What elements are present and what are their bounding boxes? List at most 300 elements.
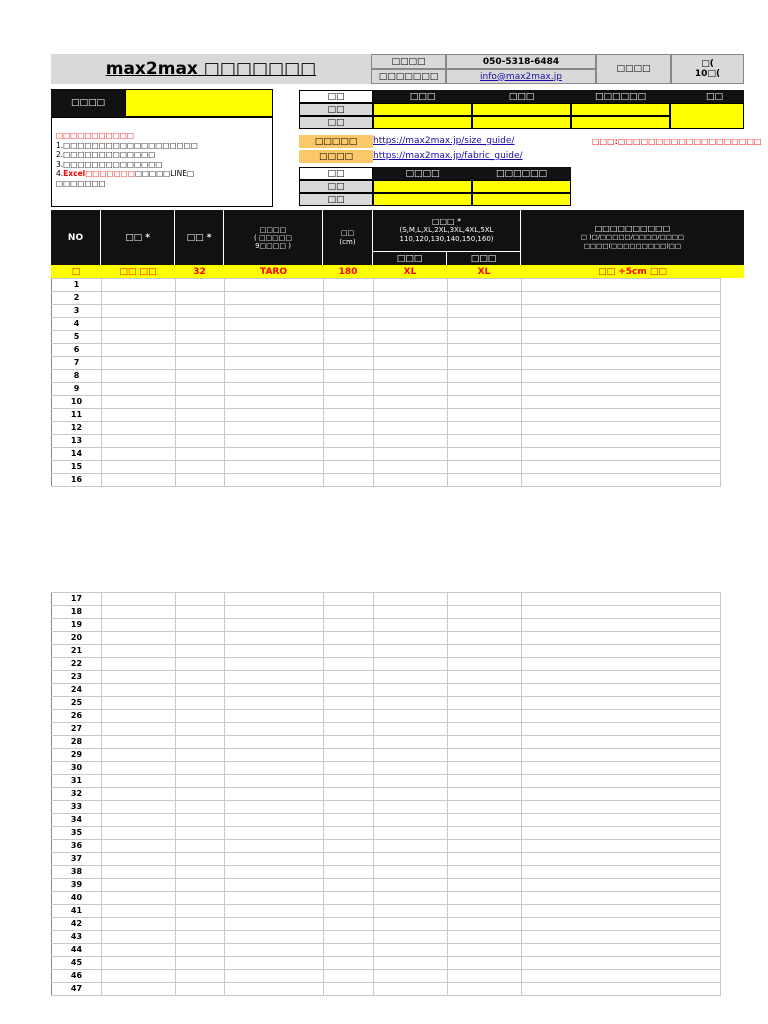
row-input-cell[interactable] bbox=[176, 383, 225, 396]
row-input-cell[interactable] bbox=[522, 801, 721, 814]
row-input-cell[interactable] bbox=[176, 827, 225, 840]
row-input-cell[interactable] bbox=[448, 723, 522, 736]
row-input-cell[interactable] bbox=[225, 409, 324, 422]
row-input-cell[interactable] bbox=[374, 292, 448, 305]
row-input-cell[interactable] bbox=[522, 292, 721, 305]
row-input-cell[interactable] bbox=[102, 814, 176, 827]
row-input-cell[interactable] bbox=[176, 409, 225, 422]
row-input-cell[interactable] bbox=[176, 292, 225, 305]
team-input[interactable] bbox=[125, 89, 273, 117]
row-input-cell[interactable] bbox=[374, 840, 448, 853]
row-input-cell[interactable] bbox=[324, 474, 374, 487]
row-input-cell[interactable] bbox=[324, 422, 374, 435]
items-input[interactable] bbox=[472, 116, 571, 129]
row-input-cell[interactable] bbox=[522, 970, 721, 983]
row-input-cell[interactable] bbox=[324, 409, 374, 422]
row-input-cell[interactable] bbox=[448, 671, 522, 684]
row-input-cell[interactable] bbox=[448, 853, 522, 866]
row-input-cell[interactable] bbox=[324, 931, 374, 944]
row-input-cell[interactable] bbox=[176, 957, 225, 970]
row-input-cell[interactable] bbox=[102, 435, 176, 448]
row-input-cell[interactable] bbox=[225, 762, 324, 775]
row-input-cell[interactable] bbox=[225, 684, 324, 697]
row-input-cell[interactable] bbox=[448, 944, 522, 957]
row-input-cell[interactable] bbox=[324, 619, 374, 632]
row-input-cell[interactable] bbox=[324, 905, 374, 918]
row-input-cell[interactable] bbox=[374, 279, 448, 292]
row-input-cell[interactable] bbox=[374, 762, 448, 775]
row-input-cell[interactable] bbox=[448, 344, 522, 357]
row-input-cell[interactable] bbox=[324, 983, 374, 996]
row-input-cell[interactable] bbox=[522, 461, 721, 474]
row-input-cell[interactable] bbox=[324, 879, 374, 892]
row-input-cell[interactable] bbox=[522, 957, 721, 970]
row-input-cell[interactable] bbox=[324, 606, 374, 619]
row-input-cell[interactable] bbox=[448, 775, 522, 788]
row-input-cell[interactable] bbox=[448, 331, 522, 344]
row-input-cell[interactable] bbox=[176, 474, 225, 487]
row-input-cell[interactable] bbox=[448, 409, 522, 422]
row-input-cell[interactable] bbox=[324, 396, 374, 409]
row-input-cell[interactable] bbox=[522, 448, 721, 461]
row-input-cell[interactable] bbox=[225, 318, 324, 331]
row-input-cell[interactable] bbox=[176, 840, 225, 853]
row-input-cell[interactable] bbox=[324, 292, 374, 305]
row-input-cell[interactable] bbox=[374, 671, 448, 684]
row-input-cell[interactable] bbox=[448, 749, 522, 762]
row-input-cell[interactable] bbox=[522, 606, 721, 619]
row-input-cell[interactable] bbox=[176, 318, 225, 331]
row-input-cell[interactable] bbox=[324, 866, 374, 879]
row-input-cell[interactable] bbox=[448, 435, 522, 448]
row-input-cell[interactable] bbox=[374, 853, 448, 866]
row-input-cell[interactable] bbox=[522, 853, 721, 866]
row-input-cell[interactable] bbox=[522, 918, 721, 931]
items-input[interactable] bbox=[472, 103, 571, 116]
row-input-cell[interactable] bbox=[374, 892, 448, 905]
row-input-cell[interactable] bbox=[448, 801, 522, 814]
row-input-cell[interactable] bbox=[324, 801, 374, 814]
row-input-cell[interactable] bbox=[374, 697, 448, 710]
row-input-cell[interactable] bbox=[374, 944, 448, 957]
row-input-cell[interactable] bbox=[374, 775, 448, 788]
row-input-cell[interactable] bbox=[176, 632, 225, 645]
row-input-cell[interactable] bbox=[522, 619, 721, 632]
row-input-cell[interactable] bbox=[448, 983, 522, 996]
row-input-cell[interactable] bbox=[448, 840, 522, 853]
row-input-cell[interactable] bbox=[522, 905, 721, 918]
row-input-cell[interactable] bbox=[374, 318, 448, 331]
row-input-cell[interactable] bbox=[374, 305, 448, 318]
row-input-cell[interactable] bbox=[324, 318, 374, 331]
row-input-cell[interactable] bbox=[522, 944, 721, 957]
row-input-cell[interactable] bbox=[225, 931, 324, 944]
row-input-cell[interactable] bbox=[102, 370, 176, 383]
row-input-cell[interactable] bbox=[374, 827, 448, 840]
items-input[interactable] bbox=[571, 116, 670, 129]
row-input-cell[interactable] bbox=[102, 671, 176, 684]
row-input-cell[interactable] bbox=[176, 684, 225, 697]
row-input-cell[interactable] bbox=[225, 879, 324, 892]
row-input-cell[interactable] bbox=[225, 749, 324, 762]
row-input-cell[interactable] bbox=[374, 331, 448, 344]
row-input-cell[interactable] bbox=[176, 461, 225, 474]
row-input-cell[interactable] bbox=[176, 879, 225, 892]
row-input-cell[interactable] bbox=[225, 918, 324, 931]
row-input-cell[interactable] bbox=[324, 853, 374, 866]
row-input-cell[interactable] bbox=[225, 461, 324, 474]
row-input-cell[interactable] bbox=[176, 370, 225, 383]
row-input-cell[interactable] bbox=[324, 788, 374, 801]
row-input-cell[interactable] bbox=[448, 370, 522, 383]
row-input-cell[interactable] bbox=[102, 396, 176, 409]
row-input-cell[interactable] bbox=[324, 658, 374, 671]
row-input-cell[interactable] bbox=[176, 866, 225, 879]
row-input-cell[interactable] bbox=[225, 814, 324, 827]
row-input-cell[interactable] bbox=[324, 749, 374, 762]
row-input-cell[interactable] bbox=[225, 658, 324, 671]
row-input-cell[interactable] bbox=[176, 723, 225, 736]
row-input-cell[interactable] bbox=[522, 788, 721, 801]
row-input-cell[interactable] bbox=[176, 944, 225, 957]
row-input-cell[interactable] bbox=[374, 684, 448, 697]
row-input-cell[interactable] bbox=[324, 593, 374, 606]
row-input-cell[interactable] bbox=[225, 853, 324, 866]
row-input-cell[interactable] bbox=[324, 710, 374, 723]
row-input-cell[interactable] bbox=[225, 892, 324, 905]
row-input-cell[interactable] bbox=[448, 918, 522, 931]
row-input-cell[interactable] bbox=[324, 892, 374, 905]
row-input-cell[interactable] bbox=[102, 279, 176, 292]
row-input-cell[interactable] bbox=[324, 736, 374, 749]
row-input-cell[interactable] bbox=[324, 357, 374, 370]
row-input-cell[interactable] bbox=[102, 461, 176, 474]
row-input-cell[interactable] bbox=[225, 632, 324, 645]
mini-input[interactable] bbox=[373, 180, 472, 193]
row-input-cell[interactable] bbox=[448, 606, 522, 619]
row-input-cell[interactable] bbox=[225, 619, 324, 632]
row-input-cell[interactable] bbox=[374, 344, 448, 357]
row-input-cell[interactable] bbox=[102, 658, 176, 671]
row-input-cell[interactable] bbox=[374, 357, 448, 370]
row-input-cell[interactable] bbox=[225, 292, 324, 305]
row-input-cell[interactable] bbox=[102, 801, 176, 814]
row-input-cell[interactable] bbox=[102, 448, 176, 461]
row-input-cell[interactable] bbox=[522, 762, 721, 775]
row-input-cell[interactable] bbox=[522, 645, 721, 658]
row-input-cell[interactable] bbox=[522, 749, 721, 762]
row-input-cell[interactable] bbox=[448, 383, 522, 396]
row-input-cell[interactable] bbox=[374, 593, 448, 606]
row-input-cell[interactable] bbox=[324, 344, 374, 357]
row-input-cell[interactable] bbox=[374, 632, 448, 645]
row-input-cell[interactable] bbox=[522, 357, 721, 370]
row-input-cell[interactable] bbox=[102, 619, 176, 632]
row-input-cell[interactable] bbox=[374, 396, 448, 409]
row-input-cell[interactable] bbox=[448, 461, 522, 474]
row-input-cell[interactable] bbox=[374, 658, 448, 671]
row-input-cell[interactable] bbox=[522, 723, 721, 736]
row-input-cell[interactable] bbox=[448, 593, 522, 606]
row-input-cell[interactable] bbox=[176, 801, 225, 814]
row-input-cell[interactable] bbox=[102, 736, 176, 749]
row-input-cell[interactable] bbox=[324, 279, 374, 292]
row-input-cell[interactable] bbox=[522, 658, 721, 671]
items-input[interactable] bbox=[373, 103, 472, 116]
row-input-cell[interactable] bbox=[374, 931, 448, 944]
row-input-cell[interactable] bbox=[176, 331, 225, 344]
row-input-cell[interactable] bbox=[176, 918, 225, 931]
row-input-cell[interactable] bbox=[448, 684, 522, 697]
row-input-cell[interactable] bbox=[102, 632, 176, 645]
row-input-cell[interactable] bbox=[176, 344, 225, 357]
row-input-cell[interactable] bbox=[176, 619, 225, 632]
row-input-cell[interactable] bbox=[522, 370, 721, 383]
mini-input[interactable] bbox=[472, 180, 571, 193]
row-input-cell[interactable] bbox=[522, 866, 721, 879]
row-input-cell[interactable] bbox=[374, 409, 448, 422]
row-input-cell[interactable] bbox=[522, 318, 721, 331]
row-input-cell[interactable] bbox=[225, 435, 324, 448]
row-input-cell[interactable] bbox=[324, 645, 374, 658]
row-input-cell[interactable] bbox=[374, 736, 448, 749]
row-input-cell[interactable] bbox=[324, 697, 374, 710]
row-input-cell[interactable] bbox=[176, 422, 225, 435]
row-input-cell[interactable] bbox=[102, 344, 176, 357]
row-input-cell[interactable] bbox=[448, 905, 522, 918]
row-input-cell[interactable] bbox=[374, 749, 448, 762]
row-input-cell[interactable] bbox=[176, 357, 225, 370]
row-input-cell[interactable] bbox=[448, 357, 522, 370]
row-input-cell[interactable] bbox=[522, 383, 721, 396]
row-input-cell[interactable] bbox=[522, 396, 721, 409]
row-input-cell[interactable] bbox=[448, 292, 522, 305]
row-input-cell[interactable] bbox=[522, 710, 721, 723]
row-input-cell[interactable] bbox=[225, 671, 324, 684]
row-input-cell[interactable] bbox=[102, 918, 176, 931]
row-input-cell[interactable] bbox=[324, 970, 374, 983]
row-input-cell[interactable] bbox=[176, 606, 225, 619]
row-input-cell[interactable] bbox=[102, 606, 176, 619]
row-input-cell[interactable] bbox=[374, 422, 448, 435]
row-input-cell[interactable] bbox=[102, 788, 176, 801]
row-input-cell[interactable] bbox=[522, 814, 721, 827]
row-input-cell[interactable] bbox=[225, 710, 324, 723]
row-input-cell[interactable] bbox=[225, 840, 324, 853]
mini-input[interactable] bbox=[373, 193, 472, 206]
row-input-cell[interactable] bbox=[448, 318, 522, 331]
row-input-cell[interactable] bbox=[448, 632, 522, 645]
row-input-cell[interactable] bbox=[225, 723, 324, 736]
row-input-cell[interactable] bbox=[522, 840, 721, 853]
mail-link[interactable]: info@max2max.jp bbox=[480, 71, 562, 82]
row-input-cell[interactable] bbox=[374, 619, 448, 632]
row-input-cell[interactable] bbox=[522, 671, 721, 684]
row-input-cell[interactable] bbox=[448, 619, 522, 632]
row-input-cell[interactable] bbox=[522, 279, 721, 292]
row-input-cell[interactable] bbox=[176, 736, 225, 749]
row-input-cell[interactable] bbox=[102, 684, 176, 697]
row-input-cell[interactable] bbox=[448, 645, 522, 658]
row-input-cell[interactable] bbox=[448, 970, 522, 983]
row-input-cell[interactable] bbox=[374, 788, 448, 801]
row-input-cell[interactable] bbox=[102, 879, 176, 892]
row-input-cell[interactable] bbox=[225, 970, 324, 983]
row-input-cell[interactable] bbox=[176, 435, 225, 448]
row-input-cell[interactable] bbox=[324, 671, 374, 684]
row-input-cell[interactable] bbox=[225, 474, 324, 487]
row-input-cell[interactable] bbox=[448, 279, 522, 292]
row-input-cell[interactable] bbox=[176, 762, 225, 775]
row-input-cell[interactable] bbox=[176, 892, 225, 905]
row-input-cell[interactable] bbox=[374, 474, 448, 487]
row-input-cell[interactable] bbox=[102, 723, 176, 736]
row-input-cell[interactable] bbox=[448, 474, 522, 487]
row-input-cell[interactable] bbox=[176, 671, 225, 684]
row-input-cell[interactable] bbox=[374, 879, 448, 892]
row-input-cell[interactable] bbox=[225, 697, 324, 710]
row-input-cell[interactable] bbox=[324, 775, 374, 788]
row-input-cell[interactable] bbox=[448, 931, 522, 944]
row-input-cell[interactable] bbox=[448, 422, 522, 435]
row-input-cell[interactable] bbox=[225, 396, 324, 409]
row-input-cell[interactable] bbox=[448, 762, 522, 775]
row-input-cell[interactable] bbox=[374, 370, 448, 383]
row-input-cell[interactable] bbox=[176, 279, 225, 292]
row-input-cell[interactable] bbox=[102, 292, 176, 305]
row-input-cell[interactable] bbox=[374, 710, 448, 723]
row-input-cell[interactable] bbox=[225, 944, 324, 957]
row-input-cell[interactable] bbox=[102, 970, 176, 983]
row-input-cell[interactable] bbox=[522, 435, 721, 448]
row-input-cell[interactable] bbox=[176, 396, 225, 409]
row-input-cell[interactable] bbox=[225, 775, 324, 788]
size-guide-link[interactable]: https://max2max.jp/size_guide/ bbox=[373, 136, 515, 146]
row-input-cell[interactable] bbox=[448, 814, 522, 827]
row-input-cell[interactable] bbox=[324, 370, 374, 383]
row-input-cell[interactable] bbox=[225, 593, 324, 606]
row-input-cell[interactable] bbox=[102, 931, 176, 944]
row-input-cell[interactable] bbox=[102, 983, 176, 996]
row-input-cell[interactable] bbox=[522, 422, 721, 435]
row-input-cell[interactable] bbox=[448, 710, 522, 723]
row-input-cell[interactable] bbox=[522, 593, 721, 606]
row-input-cell[interactable] bbox=[102, 331, 176, 344]
row-input-cell[interactable] bbox=[374, 383, 448, 396]
row-input-cell[interactable] bbox=[176, 645, 225, 658]
row-input-cell[interactable] bbox=[102, 710, 176, 723]
row-input-cell[interactable] bbox=[225, 422, 324, 435]
row-input-cell[interactable] bbox=[225, 905, 324, 918]
row-input-cell[interactable] bbox=[448, 866, 522, 879]
row-input-cell[interactable] bbox=[102, 357, 176, 370]
row-input-cell[interactable] bbox=[522, 684, 721, 697]
row-input-cell[interactable] bbox=[448, 879, 522, 892]
row-input-cell[interactable] bbox=[522, 879, 721, 892]
row-input-cell[interactable] bbox=[225, 983, 324, 996]
row-input-cell[interactable] bbox=[102, 905, 176, 918]
row-input-cell[interactable] bbox=[324, 944, 374, 957]
row-input-cell[interactable] bbox=[225, 305, 324, 318]
row-input-cell[interactable] bbox=[522, 736, 721, 749]
row-input-cell[interactable] bbox=[324, 723, 374, 736]
row-input-cell[interactable] bbox=[448, 827, 522, 840]
row-input-cell[interactable] bbox=[374, 448, 448, 461]
row-input-cell[interactable] bbox=[324, 814, 374, 827]
row-input-cell[interactable] bbox=[448, 736, 522, 749]
row-input-cell[interactable] bbox=[102, 866, 176, 879]
row-input-cell[interactable] bbox=[176, 931, 225, 944]
row-input-cell[interactable] bbox=[102, 957, 176, 970]
row-input-cell[interactable] bbox=[374, 970, 448, 983]
row-input-cell[interactable] bbox=[102, 827, 176, 840]
row-input-cell[interactable] bbox=[225, 866, 324, 879]
row-input-cell[interactable] bbox=[225, 957, 324, 970]
row-input-cell[interactable] bbox=[324, 305, 374, 318]
row-input-cell[interactable] bbox=[102, 409, 176, 422]
row-input-cell[interactable] bbox=[522, 344, 721, 357]
row-input-cell[interactable] bbox=[225, 344, 324, 357]
mini-input[interactable] bbox=[472, 193, 571, 206]
row-input-cell[interactable] bbox=[225, 370, 324, 383]
row-input-cell[interactable] bbox=[176, 305, 225, 318]
row-input-cell[interactable] bbox=[176, 593, 225, 606]
row-input-cell[interactable] bbox=[102, 318, 176, 331]
row-input-cell[interactable] bbox=[522, 632, 721, 645]
row-input-cell[interactable] bbox=[225, 788, 324, 801]
row-input-cell[interactable] bbox=[176, 853, 225, 866]
row-input-cell[interactable] bbox=[522, 331, 721, 344]
row-input-cell[interactable] bbox=[324, 383, 374, 396]
row-input-cell[interactable] bbox=[102, 593, 176, 606]
row-input-cell[interactable] bbox=[102, 383, 176, 396]
items-input[interactable] bbox=[670, 103, 744, 129]
row-input-cell[interactable] bbox=[522, 474, 721, 487]
row-input-cell[interactable] bbox=[324, 762, 374, 775]
row-input-cell[interactable] bbox=[102, 422, 176, 435]
row-input-cell[interactable] bbox=[324, 957, 374, 970]
row-input-cell[interactable] bbox=[225, 279, 324, 292]
row-input-cell[interactable] bbox=[448, 697, 522, 710]
items-input[interactable] bbox=[571, 103, 670, 116]
row-input-cell[interactable] bbox=[374, 866, 448, 879]
row-input-cell[interactable] bbox=[522, 983, 721, 996]
row-input-cell[interactable] bbox=[102, 474, 176, 487]
row-input-cell[interactable] bbox=[324, 331, 374, 344]
row-input-cell[interactable] bbox=[374, 983, 448, 996]
row-input-cell[interactable] bbox=[522, 305, 721, 318]
row-input-cell[interactable] bbox=[374, 801, 448, 814]
row-input-cell[interactable] bbox=[102, 305, 176, 318]
row-input-cell[interactable] bbox=[448, 305, 522, 318]
row-input-cell[interactable] bbox=[324, 827, 374, 840]
row-input-cell[interactable] bbox=[176, 788, 225, 801]
row-input-cell[interactable] bbox=[522, 931, 721, 944]
row-input-cell[interactable] bbox=[102, 749, 176, 762]
row-input-cell[interactable] bbox=[225, 645, 324, 658]
row-input-cell[interactable] bbox=[522, 775, 721, 788]
row-input-cell[interactable] bbox=[324, 684, 374, 697]
row-input-cell[interactable] bbox=[225, 448, 324, 461]
row-input-cell[interactable] bbox=[522, 827, 721, 840]
row-input-cell[interactable] bbox=[374, 905, 448, 918]
row-input-cell[interactable] bbox=[448, 658, 522, 671]
items-input[interactable] bbox=[373, 116, 472, 129]
row-input-cell[interactable] bbox=[225, 357, 324, 370]
row-input-cell[interactable] bbox=[374, 461, 448, 474]
row-input-cell[interactable] bbox=[374, 645, 448, 658]
row-input-cell[interactable] bbox=[324, 461, 374, 474]
